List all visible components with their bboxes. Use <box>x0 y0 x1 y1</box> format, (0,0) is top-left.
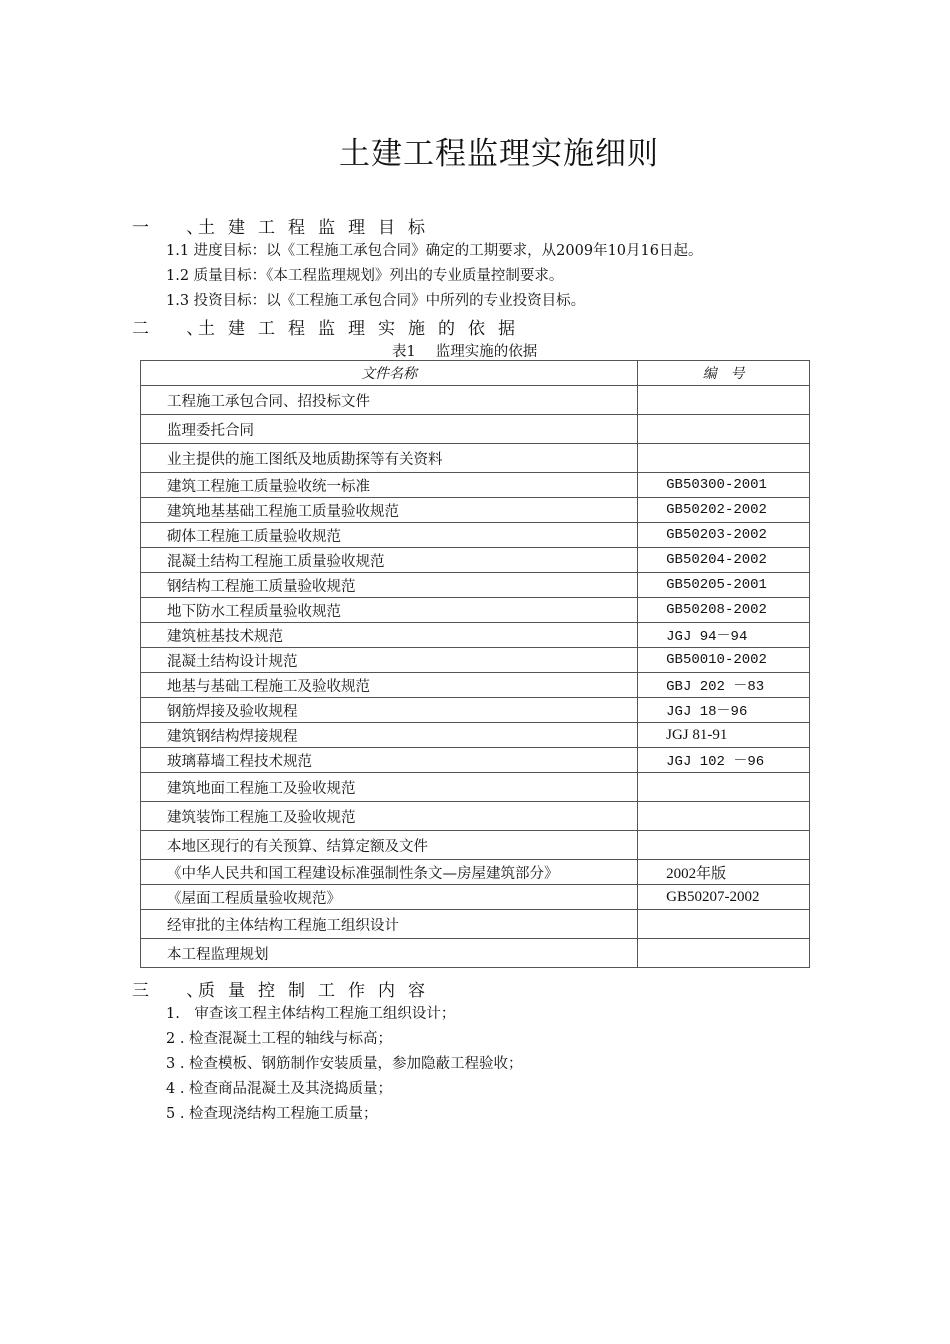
doc-code-cell: GB50300-2001 <box>638 473 810 498</box>
doc-code-cell <box>638 939 810 968</box>
doc-name-cell: 钢结构工程施工质量验收规范 <box>141 573 638 598</box>
table-row <box>141 623 810 648</box>
section-number: 二 、 <box>132 319 220 339</box>
doc-name-cell: 建筑地面工程施工及验收规范 <box>141 773 638 802</box>
document-title: 土建工程监理实施细则 <box>339 136 659 172</box>
doc-name-cell: 玻璃幕墙工程技术规范 <box>141 748 638 773</box>
table-row <box>141 386 810 415</box>
table-row <box>141 723 810 748</box>
table-row <box>141 773 810 802</box>
list-item: 2 . 检查混凝土工程的轴线与标高； <box>166 1031 393 1047</box>
doc-code-cell <box>638 415 810 444</box>
doc-name-cell: 工程施工承包合同、招投标文件 <box>141 386 638 415</box>
doc-name-cell: 业主提供的施工图纸及地质勘探等有关资料 <box>141 444 638 473</box>
doc-name-cell: 地下防水工程质量验收规范 <box>141 598 638 623</box>
table-row <box>141 910 810 939</box>
doc-name-cell: 建筑钢结构焊接规程 <box>141 723 638 748</box>
doc-name-cell: 砌体工程施工质量验收规范 <box>141 523 638 548</box>
table-row <box>141 673 810 698</box>
doc-code-cell <box>638 773 810 802</box>
doc-code-cell: GB50010-2002 <box>638 648 810 673</box>
doc-code-cell: GBJ 202 －83 <box>638 673 810 698</box>
list-item: 1.2 质量目标：《本工程监理规划》列出的专业质量控制要求。 <box>166 268 564 284</box>
table-caption <box>392 340 537 361</box>
table-row <box>141 473 810 498</box>
doc-code-cell: GB50203-2002 <box>638 523 810 548</box>
list-item: 1.3 投资目标：以《工程施工承包合同》中所列的专业投资目标。 <box>166 293 586 309</box>
table-row <box>141 648 810 673</box>
doc-name-cell: 监理委托合同 <box>141 415 638 444</box>
section-title: 土建工程监理目标 <box>198 218 438 238</box>
section-heading-1 <box>132 213 438 238</box>
doc-code-cell: JGJ 81-91 <box>638 723 810 748</box>
list-item: 1.1 进度目标：以《工程施工承包合同》确定的工期要求，从2009年10月16日起。 <box>166 243 703 259</box>
list-item: 3 . 检查模板、钢筋制作安装质量，参加隐蔽工程验收； <box>166 1056 523 1072</box>
table-row <box>141 831 810 860</box>
table-row <box>141 598 810 623</box>
table-header-row <box>141 361 810 386</box>
table-row <box>141 885 810 910</box>
table-row <box>141 573 810 598</box>
doc-code-cell <box>638 831 810 860</box>
section-number: 三 、 <box>132 981 220 1001</box>
doc-name-cell: 混凝土结构工程施工质量验收规范 <box>141 548 638 573</box>
doc-code-cell <box>638 386 810 415</box>
doc-code-cell <box>638 910 810 939</box>
basis-table <box>140 360 810 968</box>
doc-name-cell: 地基与基础工程施工及验收规范 <box>141 673 638 698</box>
doc-name-cell: 《屋面工程质量验收规范》 <box>141 885 638 910</box>
doc-name-cell: 钢筋焊接及验收规程 <box>141 698 638 723</box>
table-row <box>141 802 810 831</box>
doc-code-cell <box>638 444 810 473</box>
doc-name-cell: 经审批的主体结构工程施工组织设计 <box>141 910 638 939</box>
table-row <box>141 444 810 473</box>
list-item: 5 . 检查现浇结构工程施工质量； <box>166 1106 378 1122</box>
table-row <box>141 523 810 548</box>
doc-code-cell: JGJ 102 －96 <box>638 748 810 773</box>
doc-code-cell: GB50208-2002 <box>638 598 810 623</box>
doc-code-cell: 2002年版 <box>638 860 810 885</box>
doc-name-cell: 建筑工程施工质量验收统一标准 <box>141 473 638 498</box>
table-row <box>141 698 810 723</box>
doc-name-cell: 建筑地基基础工程施工质量验收规范 <box>141 498 638 523</box>
table-row <box>141 498 810 523</box>
doc-name-cell: 混凝土结构设计规范 <box>141 648 638 673</box>
section-title: 质量控制工作内容 <box>198 981 438 1001</box>
doc-name-cell: 《中华人民共和国工程建设标准强制性条文—房屋建筑部分》 <box>141 860 638 885</box>
list-item: 1. 审查该工程主体结构工程施工组织设计； <box>166 1006 456 1022</box>
section-title: 土建工程监理实施的依据 <box>198 319 528 339</box>
doc-code-cell <box>638 802 810 831</box>
table-row <box>141 860 810 885</box>
doc-code-cell: GB50204-2002 <box>638 548 810 573</box>
section-number: 一 、 <box>132 218 220 238</box>
column-header-name: 文件名称 <box>141 361 638 386</box>
doc-code-cell: GB50202-2002 <box>638 498 810 523</box>
doc-code-cell: GB50205-2001 <box>638 573 810 598</box>
doc-name-cell: 建筑桩基技术规范 <box>141 623 638 648</box>
column-header-code: 编 号 <box>638 361 810 386</box>
doc-code-cell: JGJ 94－94 <box>638 623 810 648</box>
section-heading-3 <box>132 976 438 1001</box>
doc-code-cell: JGJ 18－96 <box>638 698 810 723</box>
doc-name-cell: 建筑装饰工程施工及验收规范 <box>141 802 638 831</box>
table-row <box>141 548 810 573</box>
section-heading-2 <box>132 314 528 339</box>
list-item: 4 . 检查商品混凝土及其浇捣质量； <box>166 1081 393 1097</box>
table-row <box>141 748 810 773</box>
doc-name-cell: 本地区现行的有关预算、结算定额及文件 <box>141 831 638 860</box>
table-row <box>141 415 810 444</box>
doc-name-cell: 本工程监理规划 <box>141 939 638 968</box>
table-row <box>141 939 810 968</box>
doc-code-cell: GB50207-2002 <box>638 885 810 910</box>
table-caption-text: 监理实施的依据 <box>435 344 538 360</box>
table-caption-number: 表1 <box>392 344 416 360</box>
